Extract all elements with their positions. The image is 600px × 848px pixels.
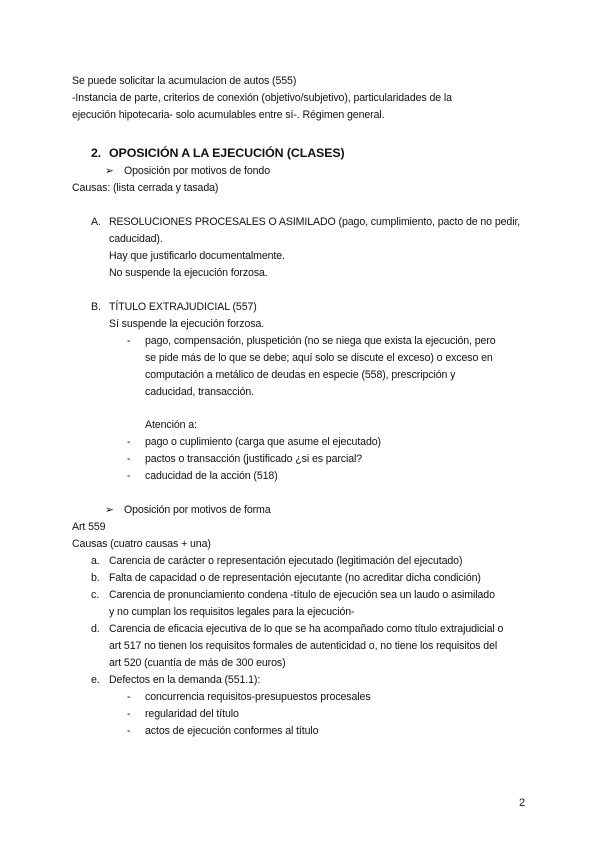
- forma-c-line-1: Carencia de pronunciamiento condena -título de ejecución sea un laudo o asimilado: [109, 589, 495, 601]
- forma-d-marker: d.: [91, 623, 100, 635]
- fondo-a-line-1: RESOLUCIONES PROCESALES O ASIMILADO (pago, cumplimiento, pacto de no pedir,: [109, 216, 521, 228]
- fondo-b-dash-3: -: [127, 453, 131, 465]
- fondo-b-item-line-3: computación a metálico de deudas en especie (558), prescripción y: [145, 369, 456, 381]
- forma-b-marker: b.: [91, 572, 100, 584]
- forma-e-sub-3: actos de ejecución conformes al título: [145, 725, 319, 737]
- forma-a-marker: a.: [91, 555, 100, 567]
- fondo-b-atencion-2: pactos o transacción (justificado ¿si es parcial?: [145, 453, 363, 465]
- forma-title: Oposición por motivos de forma: [124, 504, 271, 516]
- forma-e-sub-1: concurrencia requisitos-presupuestos procesales: [145, 691, 371, 703]
- fondo-title: Oposición por motivos de fondo: [124, 165, 270, 177]
- forma-e-marker: e.: [91, 674, 100, 686]
- intro-line-2: -Instancia de parte, criterios de conexión (objetivo/subjetivo), particularidades de la: [72, 92, 452, 104]
- section-heading: OPOSICIÓN A LA EJECUCIÓN (CLASES): [109, 146, 345, 160]
- fondo-a-line-3: Hay que justificarlo documentalmente.: [109, 250, 285, 262]
- intro-line-3: ejecución hipotecaria- solo acumulables entre sí-. Régimen general.: [72, 109, 385, 121]
- forma-causas: Causas (cuatro causas + una): [72, 538, 211, 550]
- fondo-b-item-line-1: pago, compensación, pluspetición (no se niega que exista la ejecución, pero: [145, 335, 496, 347]
- fondo-causas: Causas: (lista cerrada y tasada): [72, 182, 219, 194]
- fondo-b-dash-1: -: [127, 335, 131, 347]
- fondo-b-atencion-1: pago o cuplimiento (carga que asume el ejecutado): [145, 436, 381, 448]
- fondo-b-item-line-4: caducidad, transacción.: [145, 386, 255, 398]
- fondo-b-atencion: Atención a:: [145, 419, 197, 431]
- section-number: 2.: [91, 146, 102, 160]
- forma-e-dash-3: -: [127, 725, 131, 737]
- forma-c-marker: c.: [91, 589, 100, 601]
- fondo-b-atencion-3: caducidad de la acción (518): [145, 470, 278, 482]
- forma-d-line-3: art 520 (cuantía de más de 300 euros): [109, 657, 286, 669]
- forma-a-line-1: Carencia de carácter o representación ejecutado (legitimación del ejecutado): [109, 555, 463, 567]
- fondo-b-line-2: Sí suspende la ejecución forzosa.: [109, 318, 265, 330]
- forma-b-line-1: Falta de capacidad o de representación ejecutante (no acreditar dicha condición): [109, 572, 481, 584]
- page-number: 2: [519, 797, 526, 809]
- fondo-b-marker: B.: [91, 301, 101, 313]
- forma-e-dash-1: -: [127, 691, 131, 703]
- forma-d-line-2: art 517 no tienen los requisitos formales de autenticidad o, no tiene los requisitos del: [109, 640, 498, 652]
- forma-c-line-2: y no cumplan los requisitos legales para la ejecución-: [109, 606, 355, 618]
- fondo-b-dash-2: -: [127, 436, 131, 448]
- fondo-b-line-1: TÍTULO EXTRAJUDICIAL (557): [109, 301, 257, 313]
- forma-e-sub-2: regularidad del título: [145, 708, 239, 720]
- fondo-a-line-4: No suspende la ejecución forzosa.: [109, 267, 268, 279]
- fondo-a-line-2: caducidad).: [109, 233, 163, 245]
- forma-d-line-1: Carencia de eficacia ejecutiva de lo que se ha acompañado como título extrajudicial o: [109, 623, 504, 635]
- fondo-b-item-line-2: se pide más de lo que se debe; aquí solo se discute el exceso) o exceso en: [145, 352, 493, 364]
- forma-e-line-1: Defectos en la demanda (551.1):: [109, 674, 261, 686]
- fondo-a-marker: A.: [91, 216, 101, 228]
- arrow-bullet-icon: ➢: [105, 165, 114, 177]
- fondo-b-dash-4: -: [127, 470, 131, 482]
- forma-art: Art 559: [72, 521, 106, 533]
- forma-e-dash-2: -: [127, 708, 131, 720]
- intro-line-1: Se puede solicitar la acumulacion de autos (555): [72, 75, 297, 87]
- arrow-bullet-icon: ➢: [105, 504, 114, 516]
